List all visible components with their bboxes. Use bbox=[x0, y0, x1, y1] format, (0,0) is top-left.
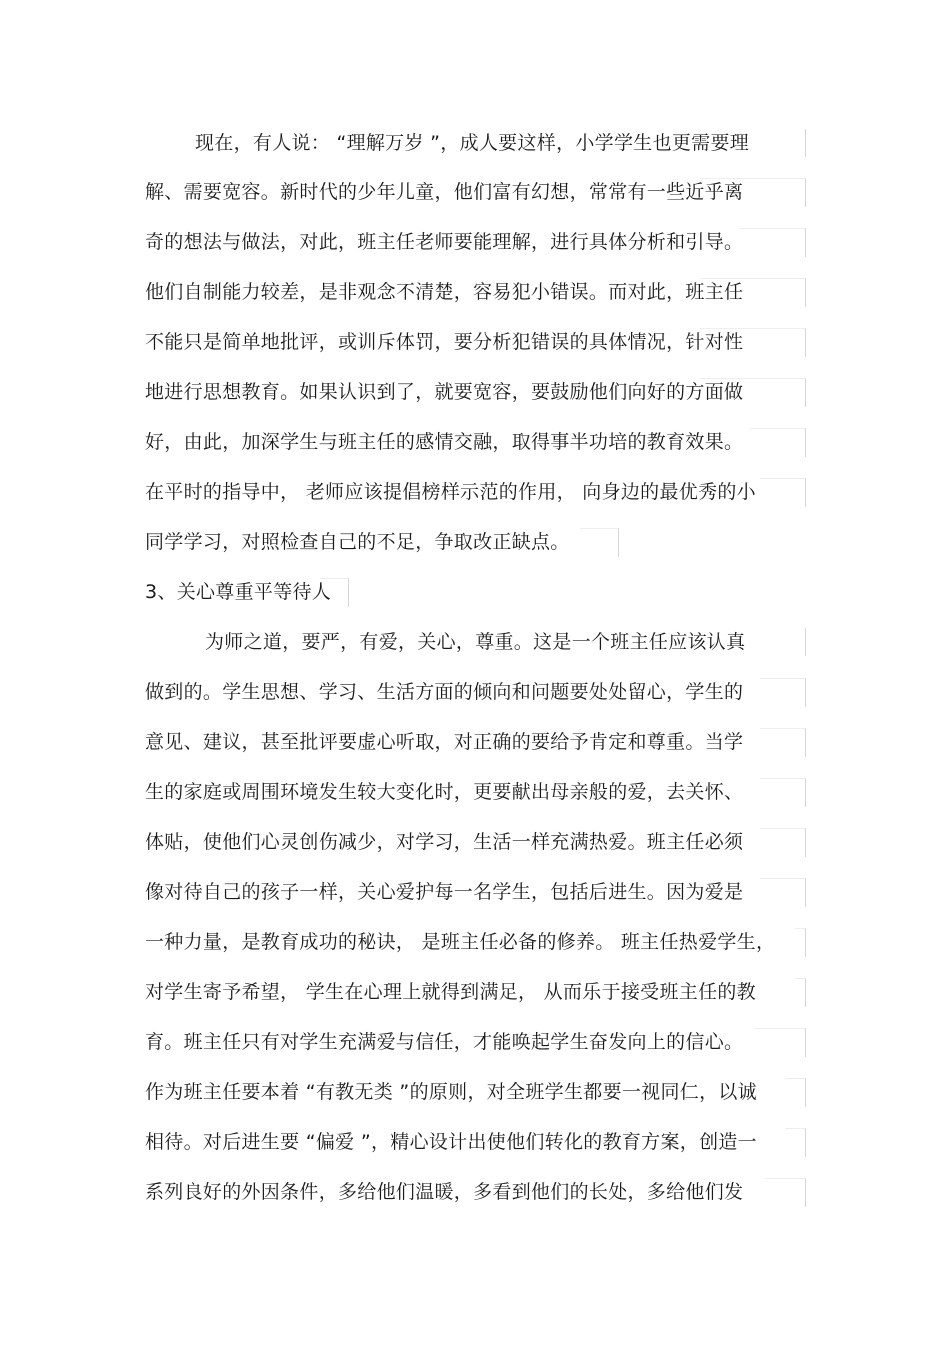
paragraph-line-17: 对学生寄予希望， 学生在心理上就得到满足， 从而乐于接受班主任的教 bbox=[145, 981, 756, 1003]
paragraph-line-20: 相待。对后进生要 “偏爱 ”，精心设计出使他们转化的教育方案，创造一 bbox=[145, 1131, 757, 1153]
table-rule bbox=[740, 228, 806, 257]
table-rule bbox=[700, 278, 806, 307]
table-rule bbox=[760, 678, 806, 707]
table-rule bbox=[765, 1178, 806, 1207]
paragraph-line-8: 在平时的指导中， 老师应该提倡榜样示范的作用， 向身边的最优秀的小 bbox=[145, 481, 756, 503]
table-rule bbox=[760, 878, 806, 907]
paragraph-line-2: 解、需要宽容。新时代的少年儿童，他们富有幻想，常常有一些近乎离 bbox=[145, 181, 744, 203]
table-rule bbox=[760, 828, 806, 857]
section-heading: 3、关心尊重平等待人 bbox=[145, 581, 332, 603]
table-rule bbox=[760, 778, 806, 807]
paragraph-line-12: 意见、建议，甚至批评要虚心听取，对正确的要给予肯定和尊重。当学 bbox=[145, 731, 744, 753]
paragraph-line-16: 一种力量，是教育成功的秘诀， 是班主任必备的修养。 班主任热爱学生， bbox=[145, 931, 776, 953]
paragraph-line-9: 同学学习，对照检查自己的不足，争取改正缺点。 bbox=[145, 531, 570, 553]
table-rule bbox=[620, 129, 806, 157]
table-rule bbox=[750, 428, 806, 457]
paragraph-line-6: 地进行思想教育。如果认识到了，就要宽容，要鼓励他们向好的方面做 bbox=[145, 381, 744, 403]
paragraph-line-11: 做到的。学生思想、学习、生活方面的倾向和问题要处处留心，学生的 bbox=[145, 681, 744, 703]
paragraph-line-7: 好，由此，加深学生与班主任的感情交融，取得事半功培的教育效果。 bbox=[145, 431, 744, 453]
paragraph-line-3: 奇的想法与做法，对此，班主任老师要能理解，进行具体分析和引导。 bbox=[145, 231, 744, 253]
table-rule bbox=[770, 628, 806, 656]
table-rule bbox=[320, 578, 349, 607]
paragraph-line-15: 像对待自己的孩子一样，关心爱护每一名学生，包括后进生。因为爱是 bbox=[145, 881, 744, 903]
table-rule bbox=[785, 1128, 806, 1157]
paragraph-line-13: 生的家庭或周围环境发生较大变化时，更要献出母亲般的爱，去关怀、 bbox=[145, 781, 744, 803]
table-rule bbox=[700, 178, 806, 207]
paragraph-line-21: 系列良好的外因条件，多给他们温暖，多看到他们的长处，多给他们发 bbox=[145, 1181, 744, 1203]
paragraph-line-19: 作为班主任要本着 “有教无类 ”的原则，对全班学生都要一视同仁，以诚 bbox=[145, 1081, 757, 1103]
table-rule bbox=[700, 328, 806, 357]
table-rule bbox=[755, 1028, 806, 1057]
table-rule bbox=[795, 978, 806, 1007]
paragraph-line-14: 体贴，使他们心灵创伤减少，对学习，生活一样充满热爱。班主任必须 bbox=[145, 831, 744, 853]
table-rule bbox=[580, 528, 619, 557]
table-rule bbox=[795, 928, 806, 957]
table-rule bbox=[700, 378, 806, 407]
table-rule bbox=[760, 478, 806, 507]
paragraph-line-18: 育。班主任只有对学生充满爱与信任，才能唤起学生奋发向上的信心。 bbox=[145, 1031, 744, 1053]
table-rule bbox=[785, 1078, 806, 1107]
paragraph-line-10: 为师之道，要严，有爱，关心，尊重。这是一个班主任应该认真 bbox=[205, 631, 746, 653]
paragraph-line-1: 现在，有人说： “理解万岁 ”，成人要这样，小学学生也更需要理 bbox=[195, 132, 750, 154]
paragraph-line-4: 他们自制能力较差，是非观念不清楚，容易犯小错误。而对此，班主任 bbox=[145, 281, 744, 303]
paragraph-line-5: 不能只是简单地批评，或训斥体罚，要分析犯错误的具体情况，针对性 bbox=[145, 331, 744, 353]
table-rule bbox=[760, 728, 806, 757]
